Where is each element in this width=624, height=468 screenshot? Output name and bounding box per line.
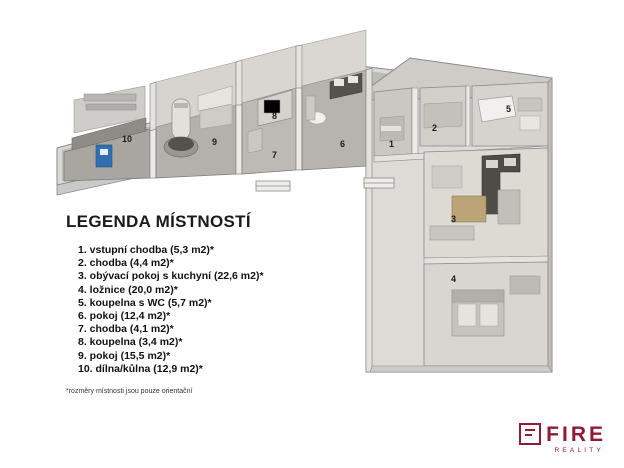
logo-wordmark: FIRE bbox=[546, 422, 606, 446]
legend-item: 4. ložnice (20,0 m2)* bbox=[78, 283, 178, 296]
room-number-8: 8 bbox=[272, 111, 278, 121]
legend-note: *rozměry místnosti jsou pouze orientační bbox=[66, 388, 193, 396]
outer-wall-bottom bbox=[370, 366, 552, 372]
legend-item: 2. chodba (4,4 m2)* bbox=[78, 257, 174, 270]
room-number-2: 2 bbox=[432, 123, 438, 133]
legend-item: 7. chodba (4,1 m2)* bbox=[78, 323, 174, 336]
room-number-4: 4 bbox=[451, 274, 457, 284]
legend-item: 5. koupelna s WC (5,7 m2)* bbox=[78, 296, 212, 309]
legend-item: 9. pokoj (15,5 m2)* bbox=[78, 349, 171, 362]
room-number-9: 9 bbox=[212, 137, 218, 147]
legend-item: 10. dílna/kůlna (12,9 m2)* bbox=[78, 362, 203, 375]
room-number-5: 5 bbox=[506, 104, 512, 114]
brand-logo bbox=[519, 423, 606, 454]
room-number-10: 10 bbox=[122, 134, 133, 144]
room-number-3: 3 bbox=[451, 214, 457, 224]
legend-title: LEGENDA MÍSTNOSTÍ bbox=[66, 212, 251, 231]
legend-item: 8. koupelna (3,4 m2)* bbox=[78, 336, 183, 349]
flame-icon bbox=[519, 423, 541, 445]
room-number-7: 7 bbox=[272, 150, 278, 160]
legend-panel bbox=[66, 212, 366, 395]
legend-item: 6. pokoj (12,4 m2)* bbox=[78, 310, 171, 323]
logo-row bbox=[519, 423, 606, 445]
room-number-6: 6 bbox=[340, 139, 346, 149]
legend-list bbox=[66, 244, 366, 376]
logo-subtitle: REALITY bbox=[554, 447, 604, 454]
legend-item: 3. obývací pokoj s kuchyní (22,6 m2)* bbox=[78, 270, 264, 283]
room-number-1: 1 bbox=[389, 139, 395, 149]
legend-item: 1. vstupní chodba (5,3 m2)* bbox=[78, 244, 214, 256]
outer-wall-right bbox=[548, 78, 552, 372]
